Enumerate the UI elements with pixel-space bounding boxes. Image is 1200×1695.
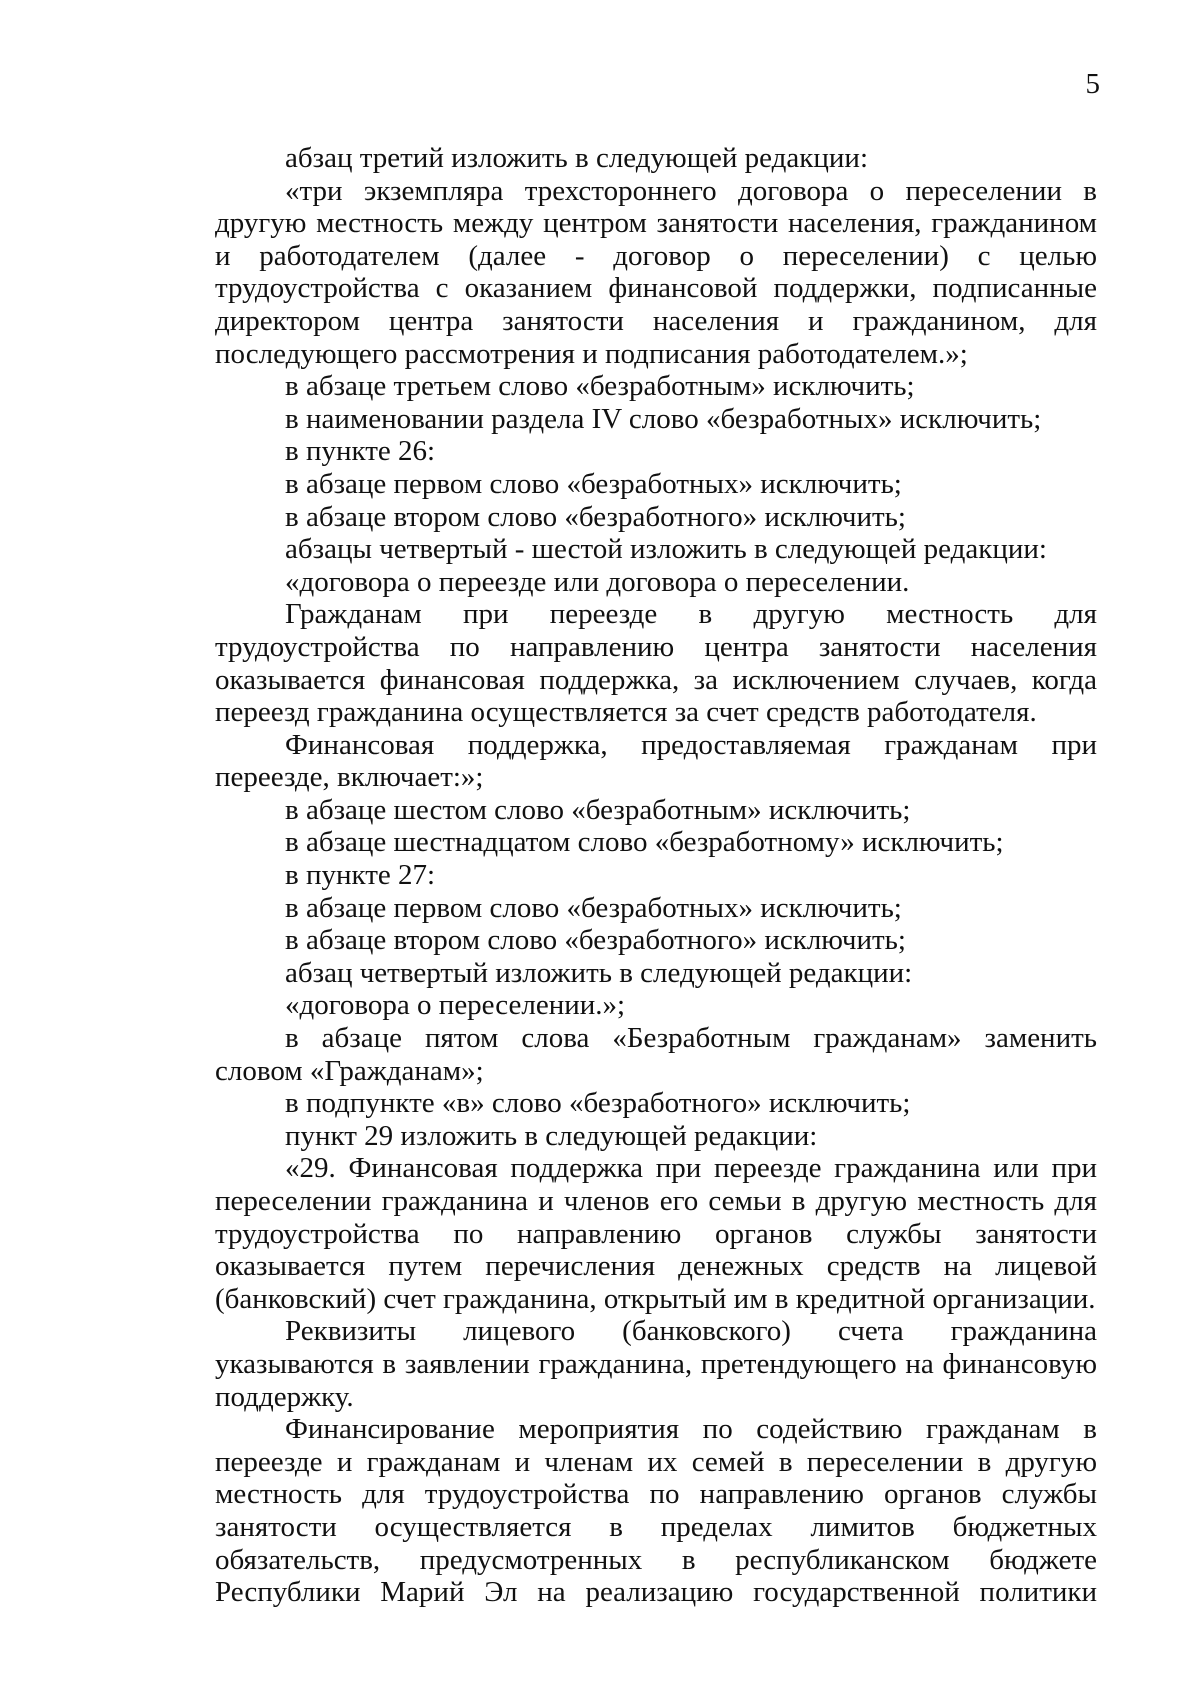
paragraph: в абзаце первом слово «безработных» исключить; <box>285 891 902 924</box>
paragraph: в подпункте «в» слово «безработного» исключить; <box>285 1087 911 1120</box>
paragraph: в абзаце втором слово «безработного» исключить; <box>285 924 906 957</box>
paragraph: в абзаце шестом слово «безработным» исключить; <box>285 793 911 826</box>
paragraph: «договора о переселении.»; <box>285 989 626 1022</box>
paragraph: Финансовая поддержка, предоставляемая гражданам при переезде, включает:»; <box>215 728 1097 794</box>
paragraph: в абзаце третьем слово «безработным» исключить; <box>285 370 915 403</box>
document-body <box>215 142 1097 1609</box>
paragraph: в пункте 26: <box>285 435 436 468</box>
paragraph: в абзаце первом слово «безработных» исключить; <box>285 467 902 500</box>
paragraph: в абзаце пятом слова «Безработным гражданам» заменить словом «Гражданам»; <box>215 1022 1097 1087</box>
paragraph: Гражданам при переезде в другую местность для трудоустройства по направлению центра занятости населения оказывается финансовая поддержка, за исключением случаев, когда переезд гражданина осуществляется за счет средств работодателя. <box>215 598 1097 729</box>
paragraph: пункт 29 изложить в следующей редакции: <box>285 1119 818 1152</box>
paragraph: абзац четвертый изложить в следующей редакции: <box>285 956 913 989</box>
paragraph: в абзаце шестнадцатом слово «безработному» исключить; <box>285 826 1004 859</box>
paragraph: в пункте 27: <box>285 859 436 892</box>
paragraph: Реквизиты лицевого (банковского) счета гражданина указываются в заявлении гражданина, претендующего на финансовую поддержку. <box>215 1315 1097 1413</box>
paragraph: «29. Финансовая поддержка при переезде гражданина или при переселении гражданина и членов его семьи в другую местность для трудоустройства по направлению органов службы занятости оказывается путем перечисления денежных средств на лицевой (банковский) счет гражданина, открытый им в кредитной организации. <box>215 1152 1097 1315</box>
paragraph: абзацы четвертый - шестой изложить в следующей редакции: <box>285 533 1047 566</box>
paragraph: в абзаце втором слово «безработного» исключить; <box>285 500 906 533</box>
paragraph: в наименовании раздела IV слово «безработных» исключить; <box>285 402 1042 435</box>
paragraph: Финансирование мероприятия по содействию гражданам в переезде и гражданам и членам их семей в переселении в другую местность для трудоустройства по направлению органов службы занятости осуществляется в пределах лимитов бюджетных обязательств, предусмотренных в республиканском бюджете Республики Марий Эл на реализацию государственной политики <box>215 1413 1097 1609</box>
paragraph: «договора о переезде или договора о переселении. <box>285 565 910 598</box>
paragraph: абзац третий изложить в следующей редакции: <box>285 142 869 174</box>
paragraph: «три экземпляра трехстороннего договора о переселении в другую местность между центром занятости населения, гражданином и работодателем (далее - договор о переселении) с целью трудоустройства с оказанием финансовой поддержки, подписанные директором центра занятости населения и гражданином, для последующего рассмотрения и подписания работодателем.»; <box>215 174 1097 370</box>
page-number: 5 <box>1085 68 1100 100</box>
